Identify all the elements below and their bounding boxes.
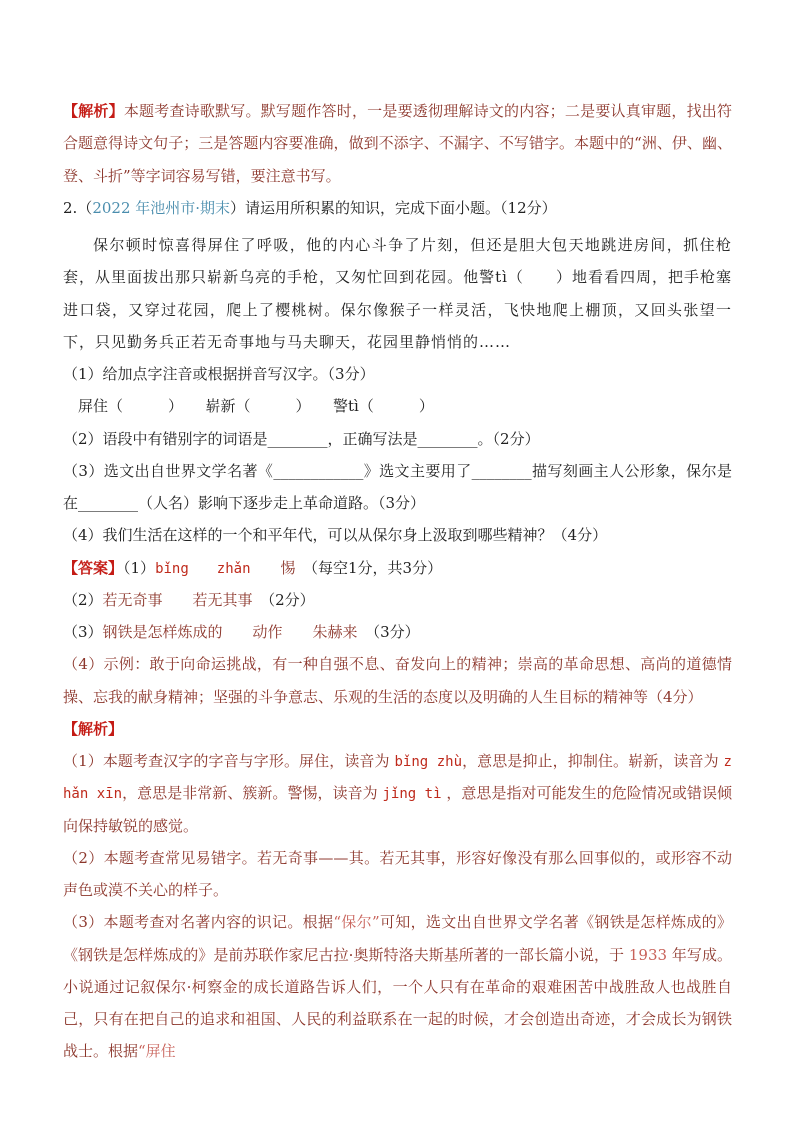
answer-4-body: （4）示例：敢于向命运挑战，有一种自强不息、奋发向上的精神；崇高的革命思想、高尚的道德情操、忘我的献身精神；坚强的斗争意志、乐观的生活的态度以及明确的人生目标的精神等（4分） (63, 655, 732, 706)
answer-2-number: （2） (63, 590, 103, 609)
answer-line-1 (63, 552, 732, 584)
analysis-label: 【解析】 (63, 102, 124, 120)
question-number: 2.（ (63, 198, 93, 217)
answer-1-hanzi: 惕 (250, 558, 296, 577)
sub-question-1 (63, 358, 732, 390)
explanation-1-part-a: （1）本题考查汉字的字音与字形。屏住，读音为 (63, 752, 395, 770)
explanation-1-pinyin-a: bǐng zhù (394, 754, 462, 770)
answer-1-number: （1） (123, 558, 156, 577)
answer-line-2 (63, 584, 732, 616)
question-source: 2022 年池州市·期末 (92, 198, 231, 217)
explanation-3-quote-a: “保尔” (333, 913, 380, 932)
explanation-1-part-d: ，意思是指对可能发生的危险情况或错误倾向保持敏锐的感觉。 (63, 784, 732, 835)
sub-question-4 (63, 519, 732, 551)
explanation-3-part-c: 年写成。小说通过记叙保尔·柯察金的成长道路告诉人们，一个人只有在革命的艰难困苦中战胜敌人也战胜自己，只有在把自己的追求和祖国、人民的利益联系在一起的时候，才会创造出奇迹，才会成长为钢铁战士。根据 (63, 945, 732, 1061)
explanation-1 (63, 745, 732, 842)
sub-question-3-text: （3）选文出自世界文学名著《____________》选文主要用了________描写刻画主人公形象，保尔是在________（人名）影响下逐步走上革命道路。（3分） (63, 461, 732, 512)
analysis-label: 【解析】 (63, 719, 124, 738)
explanation-1-pinyin-c: jǐng tì (382, 786, 442, 803)
novel-excerpt (63, 229, 732, 358)
pinyin-blanks-line (63, 390, 732, 422)
blanks-text: 屏住（ ） 崭新（ ） 警tì（ ） (63, 397, 434, 416)
sub-question-3 (63, 455, 732, 520)
analysis-paragraph-q1 (63, 95, 732, 192)
answer-1-pinyin: bǐng zhǎn (155, 560, 251, 577)
explanation-3-part-a: （3）本题考查对名著内容的识记。根据 (63, 913, 334, 932)
document-body (63, 95, 732, 1068)
excerpt-text: 保尔顿时惊喜得屏住了呼吸，他的内心斗争了片刻，但还是胆大包天地跳进房间，抓住枪套，从里面拔出那只崭新乌亮的手枪，又匆忙回到花园。他警tì（ ）地看看四周，把手枪塞进口袋，又穿过花园，爬上了樱桃树。保尔像猴子一样灵活，飞快地爬上棚顶，又回头张望一下，只见勤务兵正若无奇事地与马夫聊天，花园里静悄悄的…… (63, 236, 732, 351)
answer-label: 【答案】 (63, 558, 124, 577)
explanation-2 (63, 842, 732, 907)
explanation-3-part-b: 可知，选文出自世界文学名著《钢铁是怎样炼成的》《钢铁是怎样炼成的》是前苏联作家尼古拉·奥斯特洛夫斯基所著的一部长篇小说，于 (63, 913, 732, 964)
answer-line-4 (63, 648, 732, 713)
explanation-3-year: 1933 (628, 945, 668, 964)
answer-3-score: （3分） (357, 623, 420, 641)
analysis-body: 本题考查诗歌默写。默写题作答时，一是要透彻理解诗文的内容；二是要认真审题，找出符合题意得诗文句子；三是答题内容要准确，做到不添字、不漏字、不写错字。本题中的“洲、伊、幽、登、斗折”等字词容易写错，要注意书写。 (63, 102, 732, 185)
answer-1-score: （每空1分，共3分） (295, 558, 443, 577)
question-2-header (63, 192, 732, 224)
sub-question-1-text: （1）给加点字注音或根据拼音写汉字。（3分） (63, 365, 375, 383)
explanation-1-part-b: ，意思是抑止，抑制住。崭新，读音为 (462, 752, 724, 770)
explanation-3 (63, 906, 732, 1067)
answer-2-body: 若无奇事 若无其事 (102, 590, 253, 609)
sub-question-2 (63, 423, 732, 455)
answer-2-score: （2分） (252, 590, 315, 609)
sub-question-2-text: （2）语段中有错别字的词语是________，正确写法是________。（2分） (63, 429, 540, 448)
explanation-1-pinyin-b: zhǎn xīn (63, 754, 732, 803)
question-stem: ）请运用所积累的知识，完成下面小题。（12分） (230, 198, 557, 217)
explanation-3-quote-b: “屏住 (138, 1042, 176, 1061)
explanation-1-part-c: ，意思是非常新、簇新。警惕，读音为 (122, 784, 383, 803)
answer-3-body: 钢铁是怎样炼成的 动作 朱赫来 (102, 623, 358, 641)
answer-line-3 (63, 616, 732, 648)
answer-3-number: （3） (63, 623, 103, 641)
analysis-label-line (63, 713, 732, 745)
sub-question-4-text: （4）我们生活在这样的一个和平年代，可以从保尔身上汲取到哪些精神？（4分） (63, 526, 608, 545)
explanation-2-body: （2）本题考查常见易错字。若无奇事——其。若无其事，形容好像没有那么回事似的，或形容不动声色或漠不关心的样子。 (63, 848, 732, 899)
